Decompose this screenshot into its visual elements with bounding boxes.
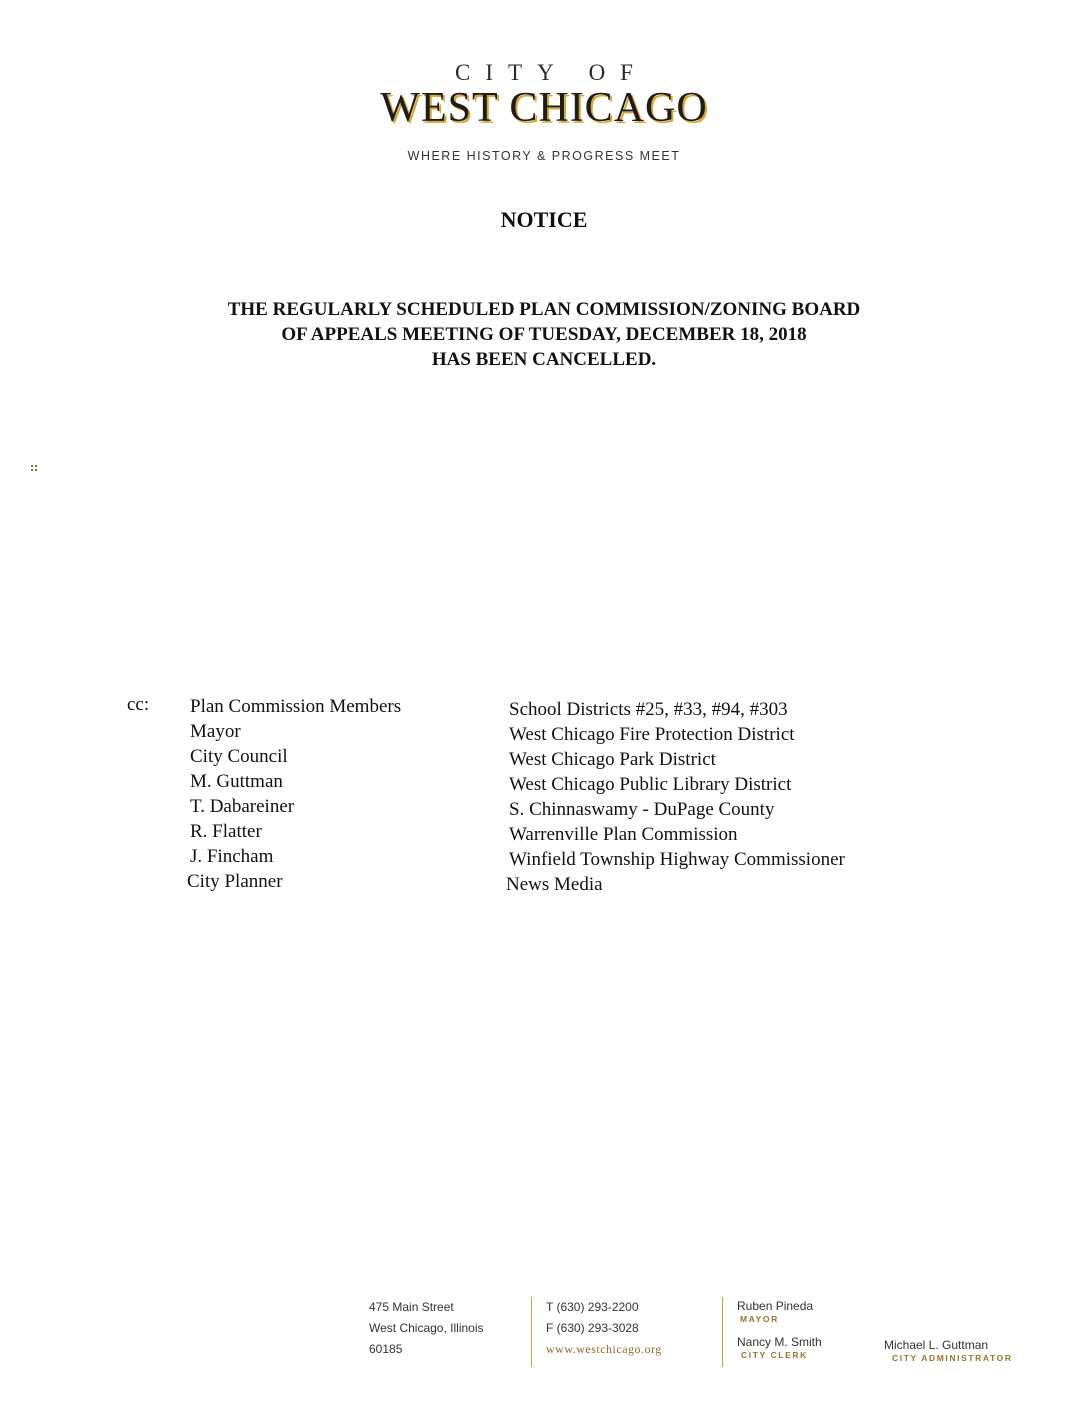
- cc-recipient: West Chicago Park District: [509, 749, 716, 770]
- phone-number: T (630) 293-2200: [546, 1300, 639, 1314]
- announcement-line: OF APPEALS MEETING OF TUESDAY, DECEMBER 18, 2018: [281, 324, 807, 345]
- cc-recipient: City Council: [190, 746, 288, 767]
- scan-mark: [31, 465, 37, 471]
- cc-recipient: West Chicago Public Library District: [509, 774, 792, 795]
- official-role: MAYOR: [740, 1314, 779, 1324]
- cc-recipient: T. Dabareiner: [190, 796, 295, 817]
- cc-recipient: West Chicago Fire Protection District: [509, 724, 795, 745]
- cc-list-column-1: [187, 694, 402, 894]
- website-link[interactable]: www.westchicago.org: [546, 1342, 662, 1356]
- footer-address: [369, 1297, 484, 1360]
- cc-recipient: Winfield Township Highway Commissioner: [509, 849, 845, 870]
- cc-recipient: R. Flatter: [190, 821, 262, 842]
- address-line: 60185: [369, 1342, 403, 1356]
- official-name: Nancy M. Smith: [737, 1335, 822, 1349]
- letterhead-city-of: CITY OF: [455, 60, 648, 85]
- cc-recipient: M. Guttman: [190, 771, 283, 792]
- cc-list-column-2: [506, 697, 845, 897]
- cc-label: cc:: [127, 694, 150, 715]
- official-city-administrator: [884, 1338, 1013, 1363]
- official-role: CITY CLERK: [741, 1350, 808, 1360]
- cc-recipient: Plan Commission Members: [190, 696, 402, 717]
- address-line: 475 Main Street: [369, 1300, 454, 1314]
- announcement-line: HAS BEEN CANCELLED.: [431, 349, 657, 370]
- notice-title: NOTICE: [500, 207, 588, 232]
- official-mayor: [737, 1299, 813, 1324]
- official-name: Ruben Pineda: [737, 1299, 814, 1313]
- official-city-clerk: [737, 1335, 822, 1360]
- footer-divider: [722, 1297, 723, 1367]
- cancellation-announcement: [0, 297, 1088, 372]
- letterhead-city-name: WEST CHICAGO: [380, 85, 708, 131]
- official-name: Michael L. Guttman: [884, 1338, 989, 1352]
- footer-divider: [531, 1297, 532, 1367]
- official-role: CITY ADMINISTRATOR: [892, 1353, 1013, 1363]
- cc-recipient: News Media: [506, 874, 603, 895]
- cc-recipient: City Planner: [187, 871, 283, 892]
- letterhead-tagline: WHERE HISTORY & PROGRESS MEET: [407, 149, 681, 163]
- cc-recipient: Warrenville Plan Commission: [509, 824, 738, 845]
- cc-recipient: J. Fincham: [190, 846, 274, 867]
- cc-recipient: Mayor: [190, 721, 241, 742]
- address-line: West Chicago, Illinois: [369, 1321, 484, 1335]
- cc-recipient: School Districts #25, #33, #94, #303: [509, 699, 788, 720]
- cc-recipient: S. Chinnaswamy - DuPage County: [509, 799, 775, 820]
- fax-number: F (630) 293-3028: [546, 1321, 639, 1335]
- announcement-line: THE REGULARLY SCHEDULED PLAN COMMISSION/ZONING BOARD: [227, 299, 861, 320]
- footer-contact: [546, 1297, 662, 1360]
